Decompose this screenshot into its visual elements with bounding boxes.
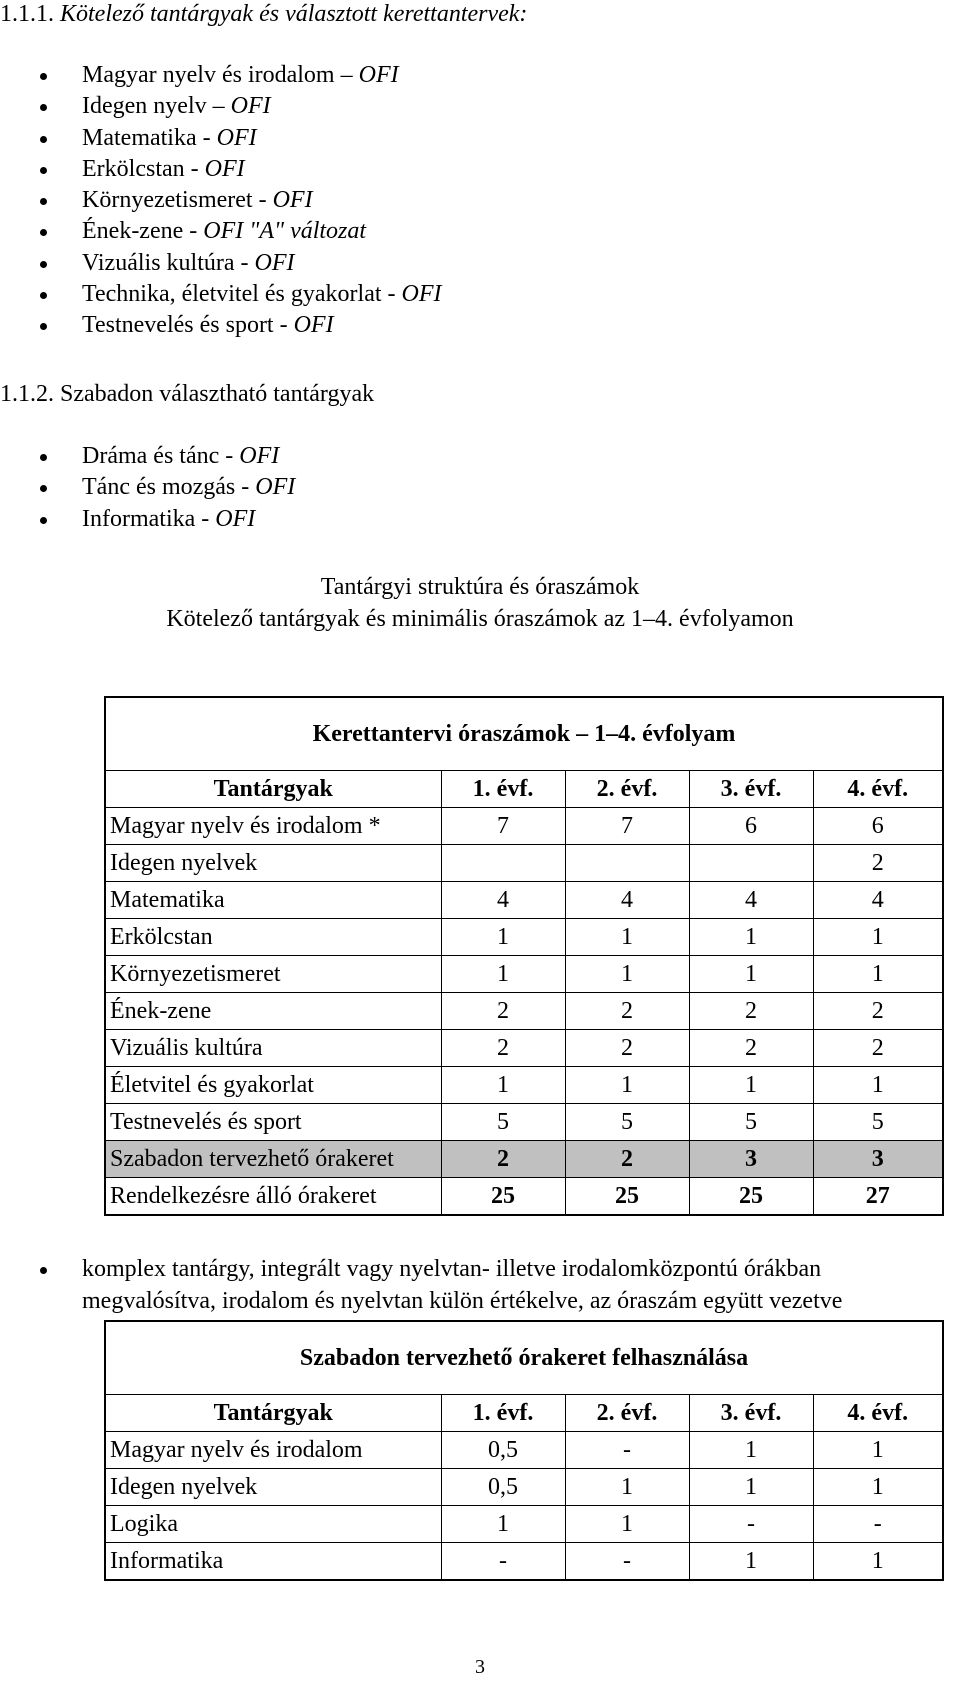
subject-cell: Magyar nyelv és irodalom * (105, 808, 441, 845)
hours-cell: 7 (565, 808, 689, 845)
list-item (0, 248, 442, 279)
list-item (0, 60, 442, 91)
hours-cell: 1 (441, 1506, 565, 1543)
hours-cell: 1 (689, 1432, 813, 1469)
bullet-icon (40, 454, 47, 461)
table-header-row (105, 771, 943, 808)
subject-cell: Logika (105, 1506, 441, 1543)
subject-name: Vizuális kultúra - (82, 249, 255, 276)
hours-cell: 1 (441, 956, 565, 993)
hours-cell: 4 (441, 882, 565, 919)
hours-cell: 2 (441, 1141, 565, 1178)
column-header: Tantárgyak (105, 1395, 441, 1432)
curriculum-ref: OFI (254, 249, 295, 276)
hours-cell: 25 (565, 1178, 689, 1216)
section-number: 1.1.1. (0, 1, 54, 27)
hours-cell: 1 (813, 1469, 943, 1506)
subject-cell: Testnevelés és sport (105, 1104, 441, 1141)
list-item (0, 504, 295, 535)
bullet-icon (40, 73, 47, 80)
list-item (0, 310, 442, 341)
hours-cell: 3 (689, 1141, 813, 1178)
subject-cell: Szabadon tervezhető órakeret (105, 1141, 441, 1178)
hours-cell: 1 (813, 1067, 943, 1104)
table-row-total-hours (105, 1178, 943, 1216)
table-row (105, 845, 943, 882)
table-row (105, 1104, 943, 1141)
hours-cell: 4 (813, 882, 943, 919)
column-header: 4. évf. (813, 771, 943, 808)
subject-cell: Magyar nyelv és irodalom (105, 1432, 441, 1469)
bullet-icon (40, 485, 47, 492)
subject-cell: Matematika (105, 882, 441, 919)
hours-cell: 4 (689, 882, 813, 919)
curriculum-ref: OFI (272, 187, 313, 214)
hours-cell: 1 (813, 1543, 943, 1581)
column-header: Tantárgyak (105, 771, 441, 808)
table-row (105, 1506, 943, 1543)
table-row (105, 808, 943, 845)
hours-cell: 2 (441, 1030, 565, 1067)
table-row-free-hours (105, 1141, 943, 1178)
hours-cell: 1 (689, 1469, 813, 1506)
hours-cell (565, 845, 689, 882)
structure-title: Tantárgyi struktúra és óraszámok (320, 574, 640, 600)
hours-cell: 1 (565, 919, 689, 956)
bullet-icon (40, 1267, 47, 1274)
curriculum-ref: OFI "A" változat (203, 218, 367, 245)
table-row (105, 993, 943, 1030)
curriculum-ref: OFI (216, 124, 257, 151)
subject-name: Környezetismeret - (82, 187, 273, 214)
hours-cell: 4 (565, 882, 689, 919)
subject-name: Magyar nyelv és irodalom – (82, 62, 359, 88)
footnote-line: megvalósítva, irodalom és nyelvtan külön értékelve, az óraszám együtt vezetve (82, 1288, 843, 1314)
curriculum-ref: OFI (255, 474, 296, 501)
subject-cell: Informatika (105, 1543, 441, 1581)
table-row (105, 956, 943, 993)
column-header: 2. évf. (565, 1395, 689, 1432)
subject-cell: Idegen nyelvek (105, 1469, 441, 1506)
table-row (105, 919, 943, 956)
curriculum-ref: OFI (358, 62, 399, 88)
bullet-icon (40, 261, 47, 268)
hours-cell: 1 (813, 1432, 943, 1469)
list-item (0, 216, 442, 247)
curriculum-ref: OFI (215, 505, 256, 532)
page-number: 3 (475, 1656, 485, 1678)
table-row (105, 1469, 943, 1506)
hours-cell: 2 (565, 1030, 689, 1067)
hours-cell: 1 (565, 1067, 689, 1104)
hours-cell: 0,5 (441, 1469, 565, 1506)
hours-cell: 1 (689, 919, 813, 956)
bullet-icon (40, 167, 47, 174)
table-header-row (105, 1395, 943, 1432)
table-row (105, 1543, 943, 1581)
hours-cell: 1 (689, 1067, 813, 1104)
table-row (105, 1067, 943, 1104)
hours-cell: 3 (813, 1141, 943, 1178)
table-caption: Szabadon tervezhető órakeret felhasználása (105, 1321, 943, 1395)
curriculum-ref: OFI (204, 155, 245, 182)
list-item (0, 185, 442, 216)
list-item (0, 279, 442, 310)
subject-name: Dráma és tánc - (82, 443, 240, 469)
hours-cell: 1 (689, 1543, 813, 1581)
hours-cell: 25 (689, 1178, 813, 1216)
hours-cell: 1 (689, 956, 813, 993)
list-item (0, 123, 442, 154)
column-header: 4. évf. (813, 1395, 943, 1432)
hours-cell: 1 (565, 956, 689, 993)
curriculum-ref: OFI (230, 93, 271, 120)
subject-name: Matematika - (82, 124, 217, 151)
subject-name: Idegen nyelv – (82, 93, 231, 120)
list-item (0, 441, 295, 472)
hours-cell: 2 (689, 993, 813, 1030)
list-item (0, 472, 295, 503)
hours-cell: - (689, 1506, 813, 1543)
section-title: Szabadon választható tantárgyak (60, 381, 375, 407)
subject-name: Informatika - (82, 505, 216, 532)
footnote-line: komplex tantárgy, integrált vagy nyelvtan- illetve irodalomközpontú órákban (82, 1256, 822, 1282)
subject-cell: Erkölcstan (105, 919, 441, 956)
hours-cell: 1 (565, 1506, 689, 1543)
bullet-icon (40, 292, 47, 299)
hours-cell (441, 845, 565, 882)
bullet-icon (40, 198, 47, 205)
table-row (105, 1432, 943, 1469)
hours-cell: 2 (813, 1030, 943, 1067)
subject-cell: Ének-zene (105, 993, 441, 1030)
hours-cell: - (565, 1543, 689, 1581)
bullet-icon (40, 104, 47, 111)
hours-cell: 5 (813, 1104, 943, 1141)
bullet-icon (40, 136, 47, 143)
curriculum-ref: OFI (401, 281, 442, 308)
table-row (105, 882, 943, 919)
hours-cell: 1 (441, 1067, 565, 1104)
hours-cell: - (813, 1506, 943, 1543)
subject-name: Erkölcstan - (82, 155, 205, 182)
hours-cell: 0,5 (441, 1432, 565, 1469)
hours-cell: - (441, 1543, 565, 1581)
section-number: 1.1.2. (0, 381, 54, 407)
section-title: Kötelező tantárgyak és választott kerettantervek: (60, 1, 528, 27)
subject-name: Tánc és mozgás - (82, 474, 256, 501)
bullet-icon (40, 517, 47, 524)
table-caption: Kerettantervi óraszámok – 1–4. évfolyam (105, 697, 943, 771)
required-subjects-list (0, 60, 442, 342)
optional-subjects-list (0, 441, 295, 535)
column-header: 1. évf. (441, 1395, 565, 1432)
hours-cell: 27 (813, 1178, 943, 1216)
section-heading-1-1-1 (0, 0, 527, 29)
list-item (0, 91, 442, 122)
hours-cell: 2 (689, 1030, 813, 1067)
hours-cell: 1 (813, 956, 943, 993)
subject-cell: Környezetismeret (105, 956, 441, 993)
hours-cell: 5 (441, 1104, 565, 1141)
free-hours-table (104, 1320, 944, 1581)
subject-name: Ének-zene - (82, 218, 204, 245)
hours-cell: 7 (441, 808, 565, 845)
hours-cell: 5 (565, 1104, 689, 1141)
hours-cell: 1 (813, 919, 943, 956)
hours-table (104, 696, 944, 1216)
bullet-icon (40, 323, 47, 330)
hours-cell: 2 (565, 993, 689, 1030)
bullet-icon (40, 229, 47, 236)
hours-cell: 2 (441, 993, 565, 1030)
column-header: 2. évf. (565, 771, 689, 808)
subject-cell: Életvitel és gyakorlat (105, 1067, 441, 1104)
hours-cell: 25 (441, 1178, 565, 1216)
hours-cell: 5 (689, 1104, 813, 1141)
curriculum-ref: OFI (239, 443, 280, 469)
hours-cell: - (565, 1432, 689, 1469)
column-header: 1. évf. (441, 771, 565, 808)
column-header: 3. évf. (689, 771, 813, 808)
subject-name: Testnevelés és sport - (82, 312, 294, 339)
list-item (0, 154, 442, 185)
structure-subtitle: Kötelező tantárgyak és minimális óraszámok az 1–4. évfolyamon (166, 606, 794, 632)
hours-cell: 6 (689, 808, 813, 845)
subject-cell: Idegen nyelvek (105, 845, 441, 882)
subject-cell: Rendelkezésre álló órakeret (105, 1178, 441, 1216)
hours-cell (689, 845, 813, 882)
hours-cell: 2 (813, 993, 943, 1030)
table-row (105, 1030, 943, 1067)
subject-cell: Vizuális kultúra (105, 1030, 441, 1067)
curriculum-ref: OFI (293, 312, 334, 339)
hours-cell: 6 (813, 808, 943, 845)
column-header: 3. évf. (689, 1395, 813, 1432)
hours-cell: 1 (441, 919, 565, 956)
hours-cell: 2 (565, 1141, 689, 1178)
hours-cell: 1 (565, 1469, 689, 1506)
hours-cell: 2 (813, 845, 943, 882)
section-heading-1-1-2 (0, 380, 374, 409)
subject-name: Technika, életvitel és gyakorlat - (82, 281, 402, 308)
